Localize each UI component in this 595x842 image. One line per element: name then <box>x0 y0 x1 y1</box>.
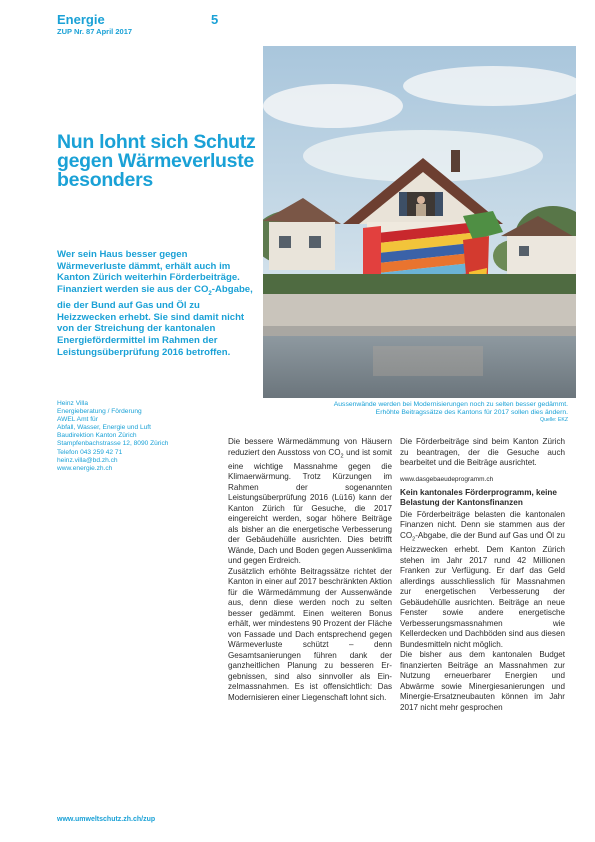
person-body <box>416 204 426 216</box>
body-column-2 <box>400 437 565 713</box>
page-number: 5 <box>211 12 219 27</box>
caption-line-1: Aussenwände werden bei Modernisierungen noch zu selten besser gedämmt. <box>333 401 568 408</box>
issue-label: ZUP Nr. 87 April 2017 <box>57 27 133 36</box>
body-subscript: 2 <box>340 453 344 460</box>
shutter <box>399 192 407 216</box>
body-text: -Abgabe, die der Bund auf Gas und Öl zu Heizzwecken erhebt. Dem Kanton Zürich stehen im Jahr 2017 rund 42 Millionen Franken zur Verfügung. Er darf das Geld allerdings ausschliesslich für Massnahmen zur energetischen Verbesserung der Gebäudehülle ausrichten. Beiträge an neue Fenster sowie andere energetische Verbesserungsmassnahmen wie Kellerdecken und Dachböden sind aus diesen Bundesmitteln nicht möglich. <box>400 530 565 649</box>
shutter <box>435 192 443 216</box>
chimney <box>451 150 460 172</box>
body-paragraph: Zusätzlich erhöhte Beitragssätze richtet der Kanton in einer auf 2017 beschränkten Aktion für die Wärmedämmung der Aussenwände aus, denn diese werden noch zu selten besser gedämmt. Einen weiteren Bonus erhält, wer mindestens 90 Prozent der Fläche von Fassade und Dach entsprechend gegen Wärmeverluste schützt – denn Gesamtsanierungen führen dank der ganzheitlichen Planung zu besseren Ergebnissen, sind also sinnvoller als Einzelmassnahmen. Es ist offensichtlich: Das Modernisieren einer Liegenschaft lohnt sich. <box>228 566 392 702</box>
contact-office: AWEL Amt für <box>57 416 98 424</box>
contact-phone: Telefon 043 259 42 71 <box>57 448 123 456</box>
body-text: Die bessere Wärmedämmung von Häusern reduziert den Ausstoss von CO <box>228 437 392 457</box>
body-paragraph <box>400 510 565 650</box>
neighbour-house <box>507 236 576 274</box>
hedge <box>263 274 576 294</box>
neighbour-house <box>269 222 335 270</box>
contact-email-link[interactable]: heinz.villa@bd.zh.ch <box>57 456 118 464</box>
lead-subscript: 2 <box>208 290 212 297</box>
contact-name: Heinz Villa <box>57 400 89 407</box>
article-headline: Nun lohnt sich Schutz gegen Wärmeverluste besonders <box>57 131 256 191</box>
body-paragraph: Die bisher aus dem kantonalen Budget finanzierten Beiträge an Massnahmen zur Nutzung erneuerbarer Energien und Abwärme sowie Minergiesanierungen und Minergie-Ersatzneubauten können im Jahr 2017 nicht mehr gesprochen <box>400 650 565 712</box>
body-column-1 <box>228 437 392 703</box>
body-paragraph <box>228 437 392 567</box>
footer-website-link[interactable]: www.umweltschutz.zh.ch/zup <box>57 816 156 823</box>
article-lead <box>57 249 257 358</box>
house-scarf-photo <box>263 46 576 398</box>
contact-role: Energieberatung / Förderung <box>57 408 142 416</box>
body-text: und ist somit eine wichtige Massnahme gegen die Klimaerwärmung. Trotz Kürzungen im Rahmen der sogenannten Leistungsüberprüfung 2016 (Lü16) kann der Kanton Zürich für Gesuche, die 2017 eingereicht werden, sogar höhere Beiträge als bisher an die energetische Verbesserung der Gebäudehülle ausrichten. Dies betrifft Wände, Dach und Boden gegen Aussenklima und gegen Erdreich. <box>228 447 392 566</box>
body-text: Die Förderbeiträge belasten die kantonalen Finanzen nicht. Denn sie stammen aus der CO <box>400 509 565 540</box>
author-contact <box>57 400 257 473</box>
section-title: Energie <box>57 12 105 27</box>
body-paragraph: Die Förderbeiträge sind beim Kanton Zürich zu beantragen, der die Gesuche auch bearbeitet und die Beiträge ausrichtet. <box>400 437 565 467</box>
cloud <box>263 84 403 128</box>
neighbour-window <box>309 236 321 248</box>
cloud <box>403 66 576 106</box>
contact-address: Stampfenbachstrasse 12, 8090 Zürich <box>57 440 169 448</box>
contact-department: Baudirektion Kanton Zürich <box>57 432 137 440</box>
lead-text-1: Wer sein Haus besser gegen Wärmeverluste dämmt, erhält auch im Kanton Zürich weiterhin Förderbeiträge. Finanziert werden sie aus der CO <box>57 249 240 295</box>
neighbour-window <box>519 246 529 256</box>
contact-website-link[interactable]: www.energie.zh.ch <box>57 464 113 472</box>
caption-line-2: Erhöhte Beitragssätze des Kantons für 2017 sollen dies ändern. <box>375 409 568 416</box>
lead-text-2: -Abgabe, die der Bund auf Gas und Öl zu Heizzwecken erhebt. Sie sind damit nicht von der Streichung der kantonalen Energiefördermittel im Rahmen der Leistungsüberprüfung 2016 betroffen. <box>57 283 253 358</box>
program-website-link[interactable]: www.dasgebaeudeprogramm.ch <box>400 475 494 483</box>
body-subheading: Kein kantonales Förderprogramm, keine Belastung der Kantonsfinanzen <box>400 487 557 507</box>
contact-office-full: Abfall, Wasser, Energie und Luft <box>57 424 151 432</box>
neighbour-window <box>279 236 291 248</box>
garden-wall <box>263 294 576 326</box>
street-reflection <box>373 346 483 376</box>
person-head <box>417 196 425 204</box>
photo-caption <box>263 401 568 424</box>
sidewalk <box>263 326 576 336</box>
caption-source: Quelle: EKZ <box>540 417 568 423</box>
body-subscript: 2 <box>412 536 416 543</box>
